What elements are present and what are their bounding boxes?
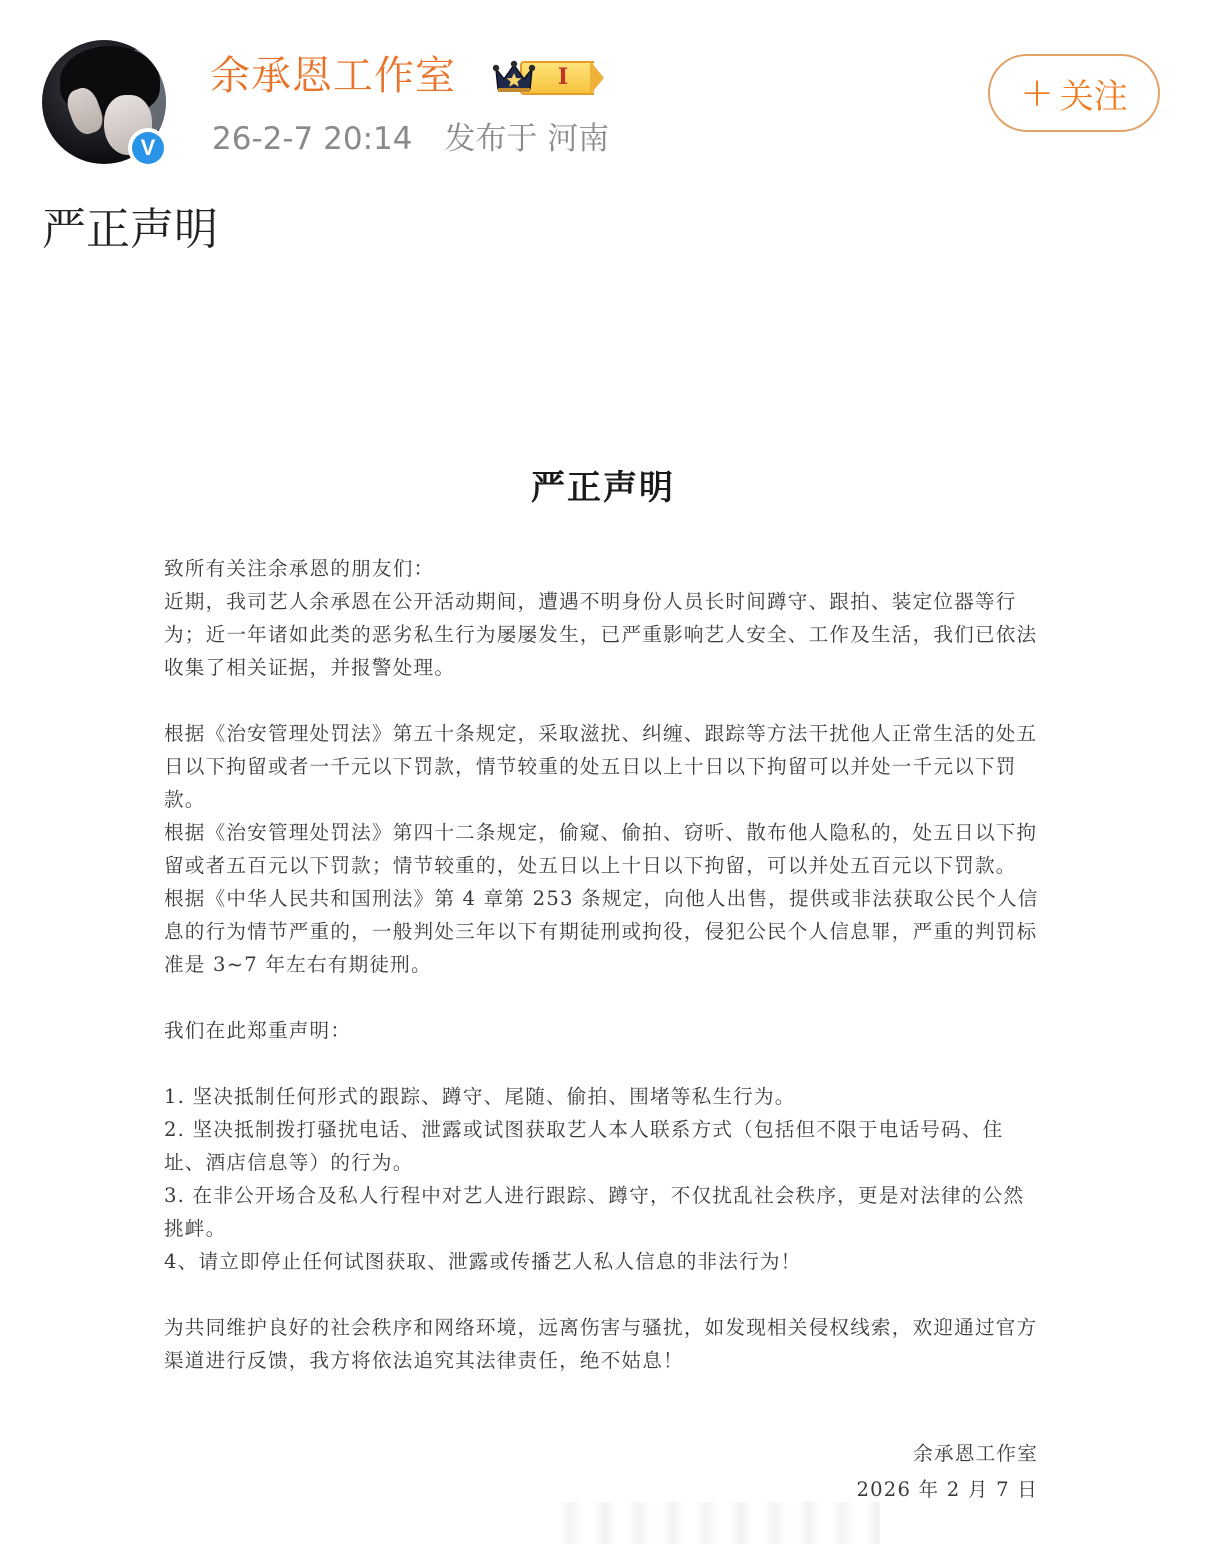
- document-date: 2026 年 2 月 7 日: [856, 1478, 1038, 1501]
- spacer: [164, 1278, 1040, 1311]
- verified-badge-icon: [128, 128, 168, 168]
- spacer: [164, 684, 1040, 717]
- spacer: [164, 1047, 1040, 1080]
- doc-paragraph: 根据《治安管理处罚法》第四十二条规定，偷窥、偷拍、窃听、散布他人隐私的，处五日以下拘留或者五百元以下罚款；情节较重的，处五日以上十日以下拘留，可以并处五百元以下罚款。: [164, 821, 1038, 877]
- level-label: I: [557, 64, 569, 90]
- author-name[interactable]: 余承恩工作室: [210, 53, 456, 99]
- doc-list-item: 1. 坚决抵制任何形式的跟踪、蹲守、尾随、偷拍、围堵等私生行为。: [164, 1085, 796, 1108]
- post-meta: [212, 116, 609, 162]
- document-title: 严正声明: [531, 468, 675, 508]
- doc-paragraph: 根据《治安管理处罚法》第五十条规定，采取滋扰、纠缠、跟踪等方法干扰他人正常生活的处五日以下拘留或者一千元以下罚款，情节较重的处五日以上十日以下拘留可以并处一千元以下罚款。: [164, 722, 1038, 811]
- verified-v: V: [132, 132, 164, 164]
- doc-list-item: 4、请立即停止任何试图获取、泄露或传播艺人私人信息的非法行为！: [164, 1250, 802, 1273]
- doc-paragraph: 致所有关注余承恩的朋友们：: [164, 557, 435, 580]
- level-arrow-icon: [590, 61, 604, 95]
- statement-image[interactable]: [0, 270, 1206, 1553]
- image-bottom-artifact: [560, 1502, 880, 1544]
- doc-paragraph: 根据《中华人民共和国刑法》第 4 章第 253 条规定，向他人出售，提供或非法获取公民个人信息的行为情节严重的，一般判处三年以下有期徒刑或拘役，侵犯公民个人信息罪，严重的判罚标准是 3~7 年左右有期徒刑。: [164, 887, 1039, 976]
- post-location: 河南: [547, 121, 610, 157]
- follow-label: 关注: [1059, 76, 1128, 117]
- doc-paragraph: 近期，我司艺人余承恩在公开活动期间，遭遇不明身份人员长时间蹲守、跟拍、装定位器等行为；近一年诸如此类的恶劣私生行为屡屡发生，已严重影响艺人安全、工作及生活，我们已依法收集了相关证据，并报警处理。: [164, 590, 1038, 679]
- plus-icon: +: [1020, 70, 1054, 116]
- document-signature-block: [856, 1436, 1038, 1508]
- post-timestamp: 26-2-7 20:14: [212, 121, 413, 157]
- follow-button[interactable]: [988, 54, 1160, 132]
- document-body: [164, 552, 1040, 1377]
- spacer: [164, 981, 1040, 1014]
- doc-list-item: 3. 在非公开场合及私人行程中对艺人进行跟踪、蹲守，不仅扰乱社会秩序，更是对法律的公然挑衅。: [164, 1184, 1025, 1240]
- crown-icon: [492, 57, 536, 95]
- doc-paragraph: 我们在此郑重声明：: [164, 1019, 352, 1042]
- member-level-badge[interactable]: [490, 55, 608, 97]
- doc-list-item: 2. 坚决抵制拨打骚扰电话、泄露或试图获取艺人本人联系方式（包括但不限于电话号码、住址、酒店信息等）的行为。: [164, 1118, 1004, 1174]
- document-signature: 余承恩工作室: [913, 1442, 1038, 1465]
- post-text: 严正声明: [42, 204, 218, 255]
- post-location-prefix: 发布于: [444, 121, 538, 157]
- post-header: [0, 0, 1206, 180]
- doc-paragraph: 为共同维护良好的社会秩序和网络环境，远离伤害与骚扰，如发现相关侵权线索，欢迎通过官方渠道进行反馈，我方将依法追究其法律责任，绝不姑息！: [164, 1316, 1038, 1372]
